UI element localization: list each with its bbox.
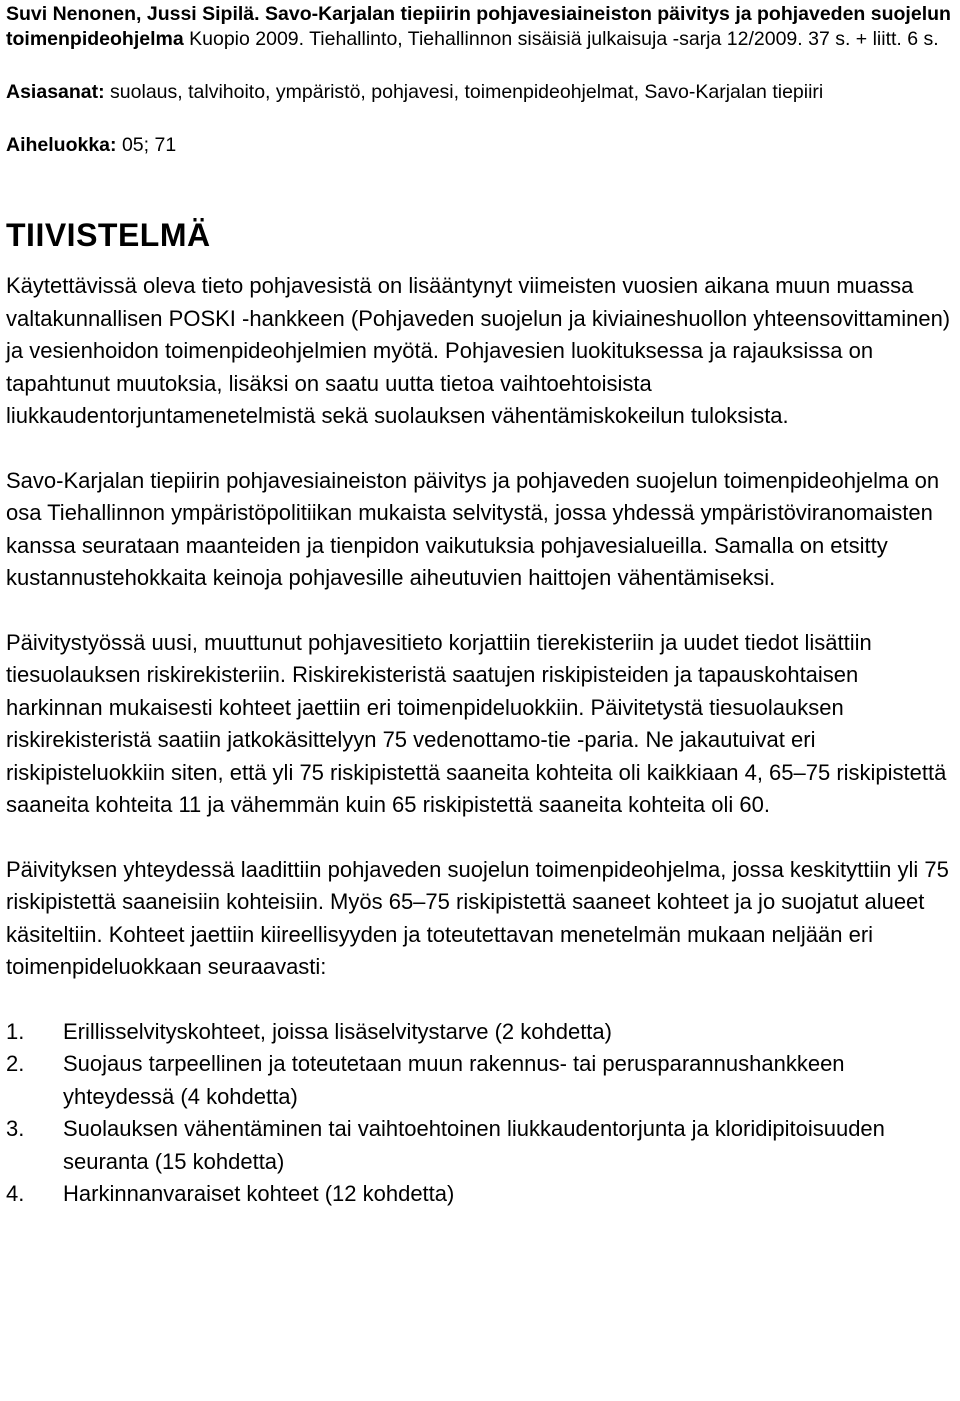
list-item-text: Harkinnanvaraiset kohteet (12 kohdetta) xyxy=(63,1181,455,1206)
list-item-number: 1. xyxy=(6,1018,25,1044)
reference-title: Savo-Karjalan tiepiirin pohjavesiaineiston päivitys ja pohjaveden suojelun toimenpideohjelma xyxy=(6,3,951,50)
action-class-list xyxy=(6,1016,956,1211)
list-item-text: Suojaus tarpeellinen ja toteutetaan muun rakennus- tai perusparannushankkeen yhteydessä (4 kohdetta) xyxy=(63,1051,845,1109)
list-item-text: Erillisselvityskohteet, joissa lisäselvitystarve (2 kohdetta) xyxy=(63,1018,612,1044)
keywords-label: Asiasanat: xyxy=(6,81,105,103)
abstract-paragraph: Päivityksen yhteydessä laadittiin pohjaveden suojelun toimenpideohjelma, jossa keskityttiin yli 75 riskipistettä saaneisiin kohteisiin. Myös 65–75 riskipistettä saaneet kohteet ja jo suojatut alueet käsiteltiin. Kohteet jaettiin kiireellisyyden ja toteutettavan menetelmän mukaan neljään eri toimenpideluokkaan seuraavasti: xyxy=(6,856,949,979)
subject-class-line xyxy=(6,133,956,158)
list-item xyxy=(6,1048,956,1113)
keywords-line xyxy=(6,80,956,105)
reference-authors: Suvi Nenonen, Jussi Sipilä. xyxy=(6,3,260,25)
bibliographic-reference xyxy=(6,2,956,52)
list-item xyxy=(6,1178,956,1211)
abstract-paragraph: Käytettävissä oleva tieto pohjavesistä on lisääntynyt viimeisten vuosien aikana muun muassa valtakunnallisen POSKI -hankkeen (Pohjaveden suojelun ja kiviaineshuollon yhteensovittaminen) ja vesienhoidon toimenpideohjelmien myötä. Pohjavesien luokituksessa ja rajauksissa on tapahtunut muutoksia, lisäksi on saatu uutta tietoa vaihtoehtoisista liukkaudentorjuntamenetelmistä sekä suolauksen vähentämiskokeilun tuloksista. xyxy=(6,273,951,428)
subject-class-label: Aiheluokka: xyxy=(6,134,117,156)
list-item xyxy=(6,1113,956,1178)
list-item-number: 3. xyxy=(6,1116,25,1141)
list-item-text: Suolauksen vähentäminen tai vaihtoehtoinen liukkaudentorjunta ja kloridipitoisuuden seuranta (15 kohdetta) xyxy=(63,1116,885,1174)
abstract-paragraph: Päivitystyössä uusi, muuttunut pohjavesitieto korjattiin tierekisteriin ja uudet tiedot lisättiin tiesuolauksen riskirekisteriin. Riskirekisteristä saatujen riskipisteiden ja tapauskohtaisen harkinnan mukaisesti kohteet jaettiin eri toimenpideluokkiin. Päivitetystä tiesuolauksen riskirekisteristä saatiin jatkokäsittelyyn 75 vedenottamo-tie -paria. Ne jakautuivat eri riskipisteluokkiin siten, että yli 75 riskipistettä saaneita kohteita oli kaikkiaan 4, 65–75 riskipistettä saaneita kohteita 11 ja vähemmän kuin 65 riskipistettä saaneita kohteita oli 60. xyxy=(6,629,947,817)
list-item xyxy=(6,1016,956,1049)
list-item-number: 2. xyxy=(6,1051,25,1076)
list-item-number: 4. xyxy=(6,1181,25,1206)
abstract-paragraph: Savo-Karjalan tiepiirin pohjavesiaineiston päivitys ja pohjaveden suojelun toimenpideohjelma on osa Tiehallinnon ympäristöpolitiikan mukaista selvitystä, jossa yhdessä ympäristöviranomaisten kanssa seurataan maanteiden ja tienpidon vaikutuksia pohjavesialueilla. Samalla on etsitty kustannustehokkaita keinoja pohjavesille aiheutuvien haittojen vähentämiseksi. xyxy=(6,467,940,590)
reference-publication: Kuopio 2009. Tiehallinto, Tiehallinnon sisäisiä julkaisuja -sarja 12/2009. 37 s. + liitt. 6 s. xyxy=(189,28,939,50)
keywords-value: suolaus, talvihoito, ympäristö, pohjavesi, toimenpideohjelmat, Savo-Karjalan tiepiiri xyxy=(110,81,824,103)
abstract-heading: TIIVISTELMÄ xyxy=(6,217,211,253)
document-page xyxy=(6,0,956,1211)
subject-class-value: 05; 71 xyxy=(121,134,177,156)
